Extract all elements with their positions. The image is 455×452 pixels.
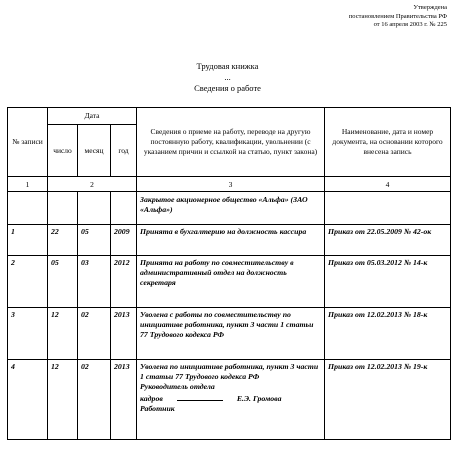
header-document: Наименование, дата и номер документа, на основании которого внесена запись [325, 108, 451, 177]
record-year: 2013 [111, 308, 137, 360]
approval-line-3: от 16 апреля 2003 г. № 225 [373, 21, 447, 28]
document-title [0, 61, 455, 94]
employee-label: Работник [140, 403, 175, 413]
record-day: 12 [48, 360, 78, 440]
company-row-no [8, 192, 48, 225]
record-info: Уволена по инициативе работника, пункт 3 части 1 статьи 77 Трудового кодекса РФ [140, 362, 319, 382]
record-month: 02 [78, 360, 111, 440]
record-month: 03 [78, 256, 111, 308]
header-year: год [111, 125, 137, 177]
approval-note [297, 4, 447, 30]
record-no: 4 [8, 360, 48, 440]
header-date: Дата [48, 108, 137, 125]
company-row-day [48, 192, 78, 225]
signature-blank [177, 393, 223, 401]
signatory-name: Е.Э. Громова [236, 393, 282, 403]
header-day: число [48, 125, 78, 177]
work-record-table [7, 107, 451, 440]
header-month: месяц [78, 125, 111, 177]
record-year: 2009 [111, 225, 137, 256]
record-doc: Приказ от 12.02.2013 № 18-к [325, 308, 451, 360]
record-info: Уволена с работы по совместительству по инициативе работника, пункт 3 части 1 статьи 77 Трудового кодекса РФ [137, 308, 325, 360]
col-number-1: 1 [8, 177, 48, 192]
record-info-with-signature [137, 360, 325, 440]
record-no: 2 [8, 256, 48, 308]
signature-title-cont: кадров [140, 393, 163, 403]
header-record-no: № записи [8, 108, 48, 177]
company-row-month [78, 192, 111, 225]
table-row [8, 225, 451, 256]
record-no: 1 [8, 225, 48, 256]
section-title: Сведения о работе [194, 83, 261, 93]
col-number-4: 4 [325, 177, 451, 192]
record-info: Принята на работу по совместительству в административный отдел на должность секретаря [137, 256, 325, 308]
record-year: 2013 [111, 360, 137, 440]
approval-line-1: Утверждена [413, 4, 447, 11]
table-row [8, 256, 451, 308]
record-no: 3 [8, 308, 48, 360]
record-year: 2012 [111, 256, 137, 308]
record-month: 05 [78, 225, 111, 256]
col-number-2: 2 [48, 177, 137, 192]
record-month: 02 [78, 308, 111, 360]
record-doc: Приказ от 12.02.2013 № 19-к [325, 360, 451, 440]
approval-line-2: постановлением Правительства РФ [348, 12, 447, 20]
company-row-doc [325, 192, 451, 225]
table-row [8, 308, 451, 360]
record-doc: Приказ от 05.03.2012 № 14-к [325, 256, 451, 308]
record-doc: Приказ от 22.05.2009 № 42-ок [325, 225, 451, 256]
record-day: 05 [48, 256, 78, 308]
signature-line [140, 393, 321, 404]
record-day: 12 [48, 308, 78, 360]
company-name: Закрытое акционерное общество «Альфа» (ЗАО «Альфа») [137, 192, 325, 225]
record-day: 22 [48, 225, 78, 256]
record-info: Принята в бухгалтерию на должность кассира [137, 225, 325, 256]
col-number-3: 3 [137, 177, 325, 192]
table-row [8, 360, 451, 440]
title-ellipsis: ... [224, 72, 231, 82]
signature-title: Руководитель отдела [140, 382, 215, 392]
header-info: Сведения о приеме на работу, переводе на другую постоянную работу, квалификации, увольнении (с указанием причин и ссылкой на статью, пункт закона) [137, 108, 325, 177]
company-row-year [111, 192, 137, 225]
title-text: Трудовая книжка [196, 61, 259, 71]
